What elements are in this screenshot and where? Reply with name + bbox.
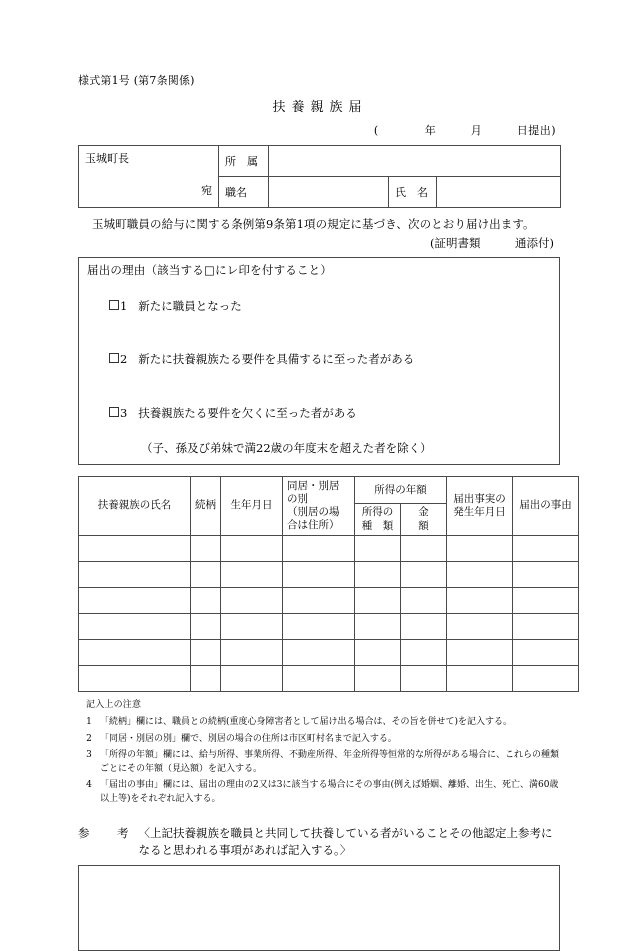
cell-event-date[interactable] [447, 613, 513, 639]
header-residence-line1: 同居・別居 [287, 479, 340, 492]
cell-reason[interactable] [513, 639, 579, 665]
cell-event-date[interactable] [447, 639, 513, 665]
statement-text: 玉城町職員の給与に関する条例第9条第1項の規定に基づき、次のとおり届け出ます。 [92, 217, 535, 232]
instruction-item-2 [78, 733, 560, 747]
header-residence [283, 476, 355, 535]
cell-birthdate[interactable] [221, 665, 283, 691]
name-label: 氏 名 [389, 177, 437, 208]
cell-income-amount[interactable] [401, 561, 447, 587]
cell-income-type[interactable] [355, 587, 401, 613]
cell-reason[interactable] [513, 587, 579, 613]
addressee-ate-label: 宛 [201, 184, 212, 198]
cell-relation[interactable] [191, 561, 221, 587]
cell-name[interactable] [79, 535, 191, 561]
table-row [79, 639, 579, 665]
cell-relation[interactable] [191, 587, 221, 613]
instruction-text-2: 「同居・別居の別」欄で、別居の場合の住所は市区町村名まで記入する。 [100, 733, 397, 744]
table-row [79, 561, 579, 587]
cell-residence[interactable] [283, 639, 355, 665]
cell-reason[interactable] [513, 665, 579, 691]
cell-reason[interactable] [513, 535, 579, 561]
cell-event-date[interactable] [447, 535, 513, 561]
submission-date-line: ( 年 月 日提出) [373, 124, 556, 138]
attachment-note: (証明書類 通添付) [430, 236, 554, 251]
reason-item-3[interactable] [87, 387, 551, 440]
cell-income-type[interactable] [355, 613, 401, 639]
reference-label: 参 考 [78, 826, 137, 841]
cell-relation[interactable] [191, 665, 221, 691]
instruction-number-4: 4 [86, 780, 92, 791]
table-row [79, 665, 579, 691]
cell-income-amount[interactable] [401, 535, 447, 561]
header-reason: 届出の事由 [513, 476, 579, 535]
cell-name[interactable] [79, 587, 191, 613]
checkbox-icon[interactable] [109, 300, 119, 310]
instruction-number-1: 1 [86, 717, 92, 728]
job-title-field[interactable] [269, 177, 389, 208]
reference-text: 〈上記扶養親族を職員と共同して扶養している者がいることその他認定上参考になると思われる事項があれば記入する。〉 [138, 826, 553, 858]
header-event-date-line1: 届出事実の [453, 492, 506, 505]
job-title-label: 職名 [219, 177, 269, 208]
cell-name[interactable] [79, 613, 191, 639]
cell-name[interactable] [79, 639, 191, 665]
header-birthdate: 生年月日 [221, 476, 283, 535]
instructions-title: 記入上の注意 [86, 699, 142, 710]
table-row [79, 587, 579, 613]
header-income-type-line2: 種 類 [361, 519, 394, 532]
header-relation: 続柄 [191, 476, 221, 535]
header-residence-line2: の別 [287, 493, 308, 506]
reference-input-box[interactable] [78, 865, 560, 951]
cell-income-amount[interactable] [401, 613, 447, 639]
reason-number-3: 3 [119, 405, 128, 420]
instruction-text-3: 「所得の年額」欄には、給与所得、事業所得、不動産所得、年金所得等恒常的な所得がある場合に、これらの種類ごとにその年額（見込額）を記入する。 [100, 750, 560, 774]
reasons-sub-note: （子、孫及び弟妹で満22歳の年度末を超えた者を除く） [141, 441, 432, 456]
name-field[interactable] [437, 177, 561, 208]
cell-income-amount[interactable] [401, 639, 447, 665]
reason-number-2: 2 [119, 352, 128, 367]
reason-item-2[interactable] [87, 333, 551, 386]
cell-residence[interactable] [283, 535, 355, 561]
cell-relation[interactable] [191, 639, 221, 665]
addressee-name: 玉城町長 [85, 152, 129, 166]
cell-income-amount[interactable] [401, 665, 447, 691]
reason-label-3: 扶養親族たる要件を欠くに至った者がある [138, 405, 357, 420]
cell-income-amount[interactable] [401, 587, 447, 613]
instruction-item-3 [78, 749, 560, 776]
cell-relation[interactable] [191, 535, 221, 561]
header-dependent-name: 扶養親族の氏名 [79, 476, 191, 535]
header-income-type-line1: 所得の [361, 506, 394, 519]
header-event-date-line2: 発生年月日 [453, 505, 506, 518]
header-income-group: 所得の年額 [355, 476, 447, 503]
cell-name[interactable] [79, 561, 191, 587]
cell-relation[interactable] [191, 613, 221, 639]
cell-income-type[interactable] [355, 639, 401, 665]
instructions-section [78, 699, 560, 807]
affiliation-label: 所 属 [219, 146, 269, 177]
cell-residence[interactable] [283, 561, 355, 587]
header-residence-line3: （別居の場 [287, 506, 340, 519]
cell-residence[interactable] [283, 613, 355, 639]
reason-number-1: 1 [119, 298, 128, 313]
cell-income-type[interactable] [355, 561, 401, 587]
reasons-title: 届出の理由（該当する□にレ印を付すること） [87, 263, 333, 278]
cell-birthdate[interactable] [221, 613, 283, 639]
header-residence-line4: 合は住所） [287, 519, 340, 532]
form-number: 様式第1号 (第7条関係) [78, 74, 195, 87]
cell-residence[interactable] [283, 665, 355, 691]
affiliation-field[interactable] [269, 146, 561, 177]
instruction-text-1: 「続柄」欄には、職員との続柄(重度心身障害者として届け出る場合は、その旨を併せて)を記入する。 [100, 717, 513, 728]
cell-reason[interactable] [513, 613, 579, 639]
cell-event-date[interactable] [447, 587, 513, 613]
cell-birthdate[interactable] [221, 561, 283, 587]
dependents-table [78, 476, 579, 692]
header-income-amount: 金 額 [401, 504, 447, 536]
page-title: 扶養親族届 [272, 100, 368, 116]
cell-birthdate[interactable] [221, 639, 283, 665]
instruction-text-4: 「届出の事由」欄には、届出の理由の2又は3に該当する場合にその事由(例えば婚姻、離婚、出生、死亡、満60歳以上等)をそれぞれ記入する。 [100, 780, 559, 804]
table-header-row-1 [79, 476, 579, 503]
addressee-table [78, 145, 561, 208]
cell-income-type[interactable] [355, 665, 401, 691]
instruction-number-3: 3 [86, 750, 92, 761]
addressee-row-affiliation [79, 146, 561, 177]
cell-event-date[interactable] [447, 561, 513, 587]
cell-reason[interactable] [513, 561, 579, 587]
cell-event-date[interactable] [447, 665, 513, 691]
cell-birthdate[interactable] [221, 587, 283, 613]
header-income-type [355, 504, 401, 536]
instruction-item-1 [78, 716, 560, 730]
header-event-date [447, 476, 513, 535]
reason-label-2: 新たに扶養親族たる要件を具備するに至った者がある [138, 352, 415, 367]
instruction-number-2: 2 [86, 733, 92, 744]
table-row [79, 535, 579, 561]
instruction-item-4 [78, 779, 560, 806]
table-row [79, 613, 579, 639]
checkbox-icon[interactable] [109, 353, 119, 363]
reference-section [78, 825, 560, 950]
addressee-cell [79, 146, 219, 208]
cell-income-type[interactable] [355, 535, 401, 561]
checkbox-icon[interactable] [109, 407, 119, 417]
reason-label-1: 新たに職員となった [138, 298, 242, 313]
reasons-box [78, 257, 560, 465]
cell-residence[interactable] [283, 587, 355, 613]
dependents-table-body [79, 535, 579, 691]
reference-heading-row [78, 825, 560, 858]
cell-birthdate[interactable] [221, 535, 283, 561]
cell-name[interactable] [79, 665, 191, 691]
reason-item-1[interactable] [87, 280, 551, 333]
